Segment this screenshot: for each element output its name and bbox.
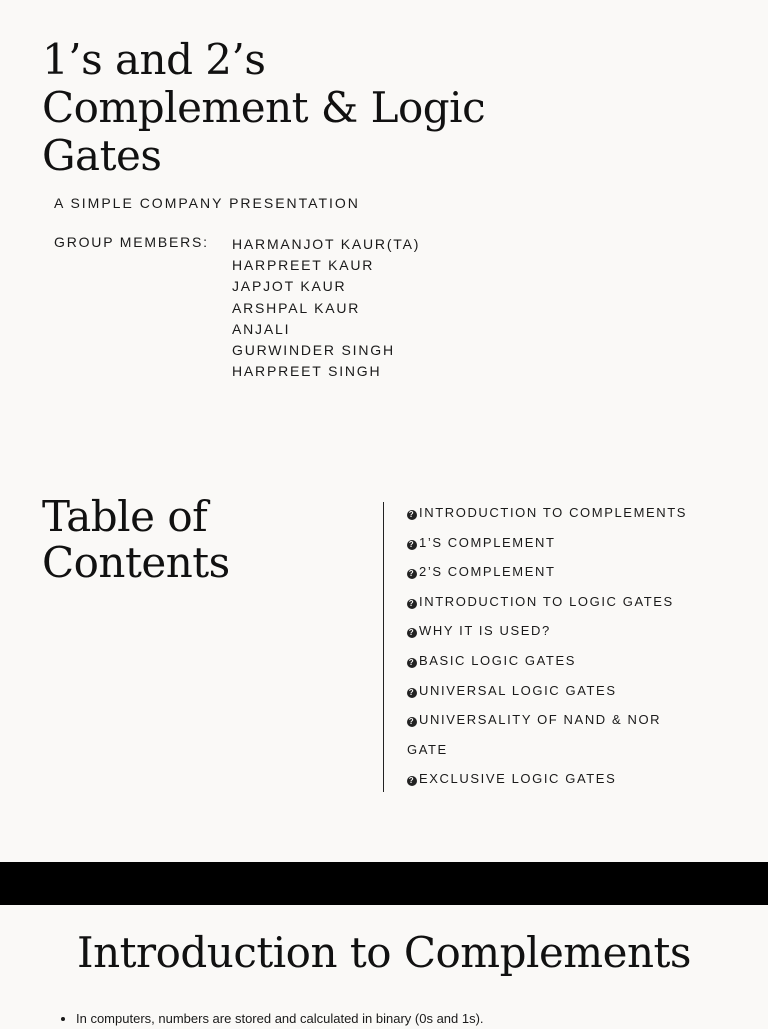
toc-item-label: WHY IT IS USED? [419, 623, 551, 639]
toc-list [407, 498, 737, 794]
member-item: HARMANJOT KAUR(TA) [232, 236, 421, 252]
intro-title: Introduction to Complements [77, 928, 691, 977]
member-item: GURWINDER SINGH [232, 342, 395, 359]
toc-item [407, 764, 737, 794]
toc-item-label: INTRODUCTION TO COMPLEMENTS [419, 505, 688, 520]
toc-item [407, 705, 737, 735]
introduction-slide [0, 905, 768, 1024]
group-members-label: GROUP MEMBERS: [54, 234, 209, 250]
toc-title [42, 494, 342, 586]
toc-item [407, 557, 737, 587]
toc-divider [383, 502, 384, 792]
bullet-icon: ? [408, 717, 416, 727]
bullet-icon: ? [408, 539, 416, 549]
toc-item [407, 528, 737, 558]
toc-item-label: 2’S COMPLEMENT [419, 564, 556, 580]
toc-title-line-2: Contents [42, 538, 230, 587]
intro-bullet-item: • In computers, numbers are stored and calculated in binary (0s and 1s). [76, 1009, 756, 1029]
bullet-icon: ? [408, 598, 416, 608]
presentation-subtitle: A SIMPLE COMPANY PRESENTATION [54, 195, 360, 211]
toc-item-label: INTRODUCTION TO LOGIC GATES [419, 593, 674, 609]
presentation-title [42, 36, 522, 180]
toc-item [407, 616, 737, 646]
bullet-icon: ? [408, 776, 416, 786]
table-of-contents-slide [0, 430, 768, 862]
toc-item-label: EXCLUSIVE LOGIC GATES [419, 771, 617, 787]
member-item: HARPREET SINGH [232, 363, 382, 380]
toc-item-continuation: GATE [407, 741, 448, 757]
toc-item-label: 1’S COMPLEMENT [419, 534, 556, 550]
title-line-2: Complement & Logic [42, 83, 486, 132]
cover-slide [0, 0, 768, 430]
toc-item [407, 587, 737, 617]
member-item: ARSHPAL KAUR [232, 299, 361, 316]
toc-item-label: BASIC LOGIC GATES [419, 652, 576, 668]
group-members-list [232, 234, 420, 382]
intro-bullet-list [62, 1009, 756, 1029]
member-item: HARPREET KAUR [232, 257, 375, 274]
title-line-3: Gates [42, 131, 162, 180]
toc-item-label: UNIVERSAL LOGIC GATES [419, 682, 617, 698]
toc-item-label: UNIVERSALITY OF NAND & NOR [419, 712, 662, 728]
bullet-icon: ? [408, 569, 416, 579]
member-item: JAPJOT KAUR [232, 278, 347, 295]
toc-item [407, 498, 737, 528]
member-item: ANJALI [232, 320, 291, 337]
bullet-icon: ? [408, 657, 416, 667]
bullet-icon: ? [408, 510, 416, 519]
toc-title-line-1: Table of [42, 492, 208, 541]
bullet-icon: ? [408, 628, 416, 638]
toc-item [407, 646, 737, 676]
slide-divider-band [0, 862, 768, 905]
bullet-icon: ? [408, 687, 416, 697]
title-line-1: 1’s and 2’s [42, 35, 266, 84]
toc-item [407, 676, 737, 706]
